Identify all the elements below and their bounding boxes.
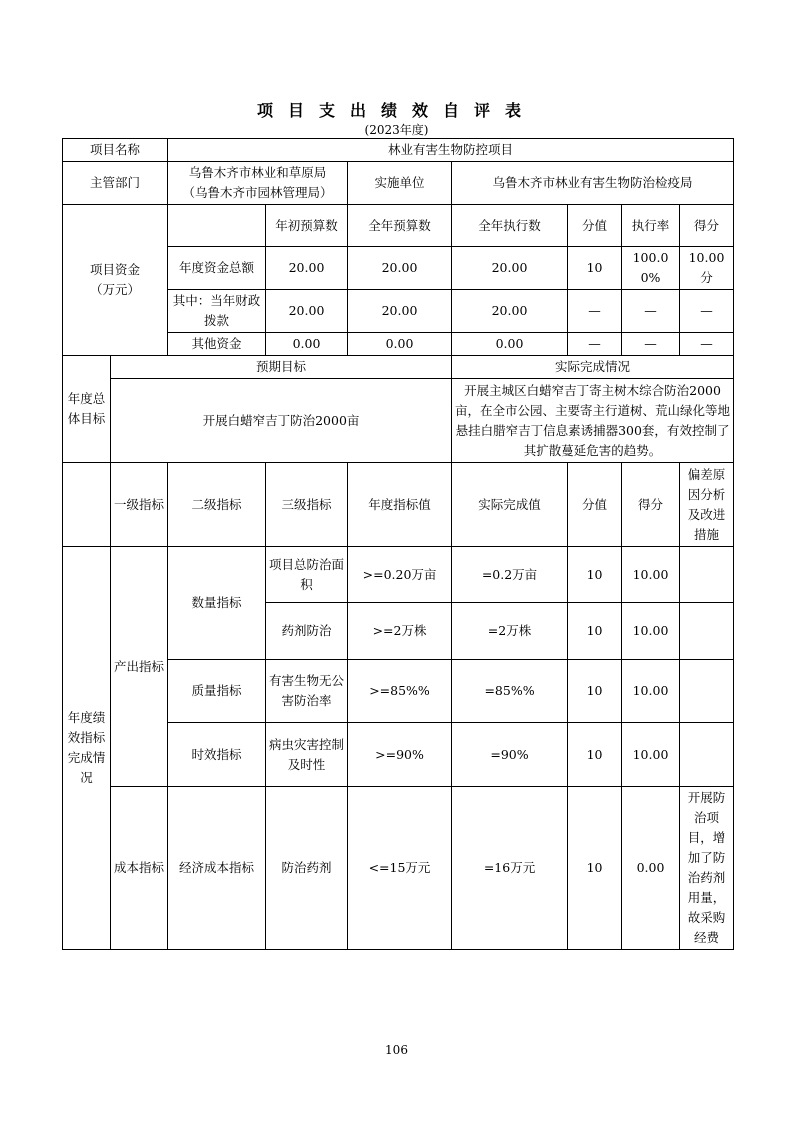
report-year: (2023年度) [364, 123, 429, 137]
indicator-value: 10 [568, 723, 622, 787]
indicator-score: 0.00 [622, 787, 680, 950]
indicator-actual: =2万株 [452, 603, 568, 660]
indicator-header-score: 得分 [622, 463, 680, 547]
dept-name [168, 162, 348, 205]
indicator-actual: =85%% [452, 660, 568, 723]
funds-row-label: 其中：当年财政拨款 [168, 290, 266, 333]
funds-rate: — [622, 290, 680, 333]
indicator-actual: =0.2万亩 [452, 547, 568, 603]
annual-goal-label: 年度总体目标 [63, 356, 111, 463]
table-row [63, 463, 734, 547]
funds-label-line1: 项目资金 [90, 262, 141, 277]
expected-goal-header: 预期目标 [111, 356, 452, 379]
funds-annual: 0.00 [348, 333, 452, 356]
indicator-header-level3: 三级指标 [266, 463, 348, 547]
funds-rate: — [622, 333, 680, 356]
indicator-header-level2: 二级指标 [168, 463, 266, 547]
indicator-note [680, 660, 734, 723]
indicator-score: 10.00 [622, 547, 680, 603]
indicator-target: <=15万元 [348, 787, 452, 950]
indicator-name: 防治药剂 [266, 787, 348, 950]
funds-header-rate: 执行率 [622, 205, 680, 247]
indicator-note [680, 547, 734, 603]
indicator-header-level1: 一级指标 [111, 463, 168, 547]
funds-header-annual: 全年预算数 [348, 205, 452, 247]
indicator-actual: =90% [452, 723, 568, 787]
funds-row-label: 其他资金 [168, 333, 266, 356]
indicator-target: >=0.20万亩 [348, 547, 452, 603]
cost-label: 成本指标 [111, 787, 168, 950]
table-row [63, 379, 734, 463]
impl-unit-label: 实施单位 [348, 162, 452, 205]
funds-initial: 20.00 [266, 247, 348, 290]
performance-table [62, 138, 734, 950]
funds-header-blank [168, 205, 266, 247]
indicator-header-value: 分值 [568, 463, 622, 547]
funds-executed: 0.00 [452, 333, 568, 356]
indicator-name: 项目总防治面积 [266, 547, 348, 603]
funds-header-score: 得分 [680, 205, 734, 247]
funds-initial: 20.00 [266, 290, 348, 333]
indicator-actual: =16万元 [452, 787, 568, 950]
funds-score-value: 10 [568, 247, 622, 290]
funds-score: — [680, 290, 734, 333]
funds-executed: 20.00 [452, 247, 568, 290]
page-number: 106 [385, 1043, 408, 1057]
actual-result: 开展主城区白蜡窄吉丁寄主树木综合防治2000亩，在全市公园、主要寄主行道树、荒山绿化等地悬挂白腊窄吉丁信息素诱捕器300套，有效控制了其扩散蔓延危害的趋势。 [452, 379, 734, 463]
indicator-target: >=90% [348, 723, 452, 787]
project-name: 林业有害生物防控项目 [168, 139, 734, 162]
funds-label [63, 205, 168, 356]
indicator-score: 10.00 [622, 660, 680, 723]
indicator-header-blank [63, 463, 111, 547]
indicator-score: 10.00 [622, 723, 680, 787]
impl-unit: 乌鲁木齐市林业有害生物防治检疫局 [452, 162, 734, 205]
indicator-value: 10 [568, 603, 622, 660]
funds-score: 10.00分 [680, 247, 734, 290]
expected-goal: 开展白蜡窄吉丁防治2000亩 [111, 379, 452, 463]
indicator-target: >=85%% [348, 660, 452, 723]
funds-executed: 20.00 [452, 290, 568, 333]
dept-name-line2: （乌鲁木齐市园林管理局） [182, 185, 333, 200]
deviation-note: 开展防治项目，增加了防治药剂用量，故采购经费 [680, 787, 734, 950]
funds-label-line2: （万元） [90, 282, 141, 297]
indicator-note [680, 723, 734, 787]
funds-rate: 100.00% [622, 247, 680, 290]
table-row [63, 139, 734, 162]
indicator-name: 药剂防治 [266, 603, 348, 660]
project-name-label: 项目名称 [63, 139, 168, 162]
funds-header-executed: 全年执行数 [452, 205, 568, 247]
actual-result-header: 实际完成情况 [452, 356, 734, 379]
funds-annual: 20.00 [348, 247, 452, 290]
indicator-value: 10 [568, 787, 622, 950]
funds-annual: 20.00 [348, 290, 452, 333]
indicator-target: >=2万株 [348, 603, 452, 660]
timeliness-label: 时效指标 [168, 723, 266, 787]
dept-label: 主管部门 [63, 162, 168, 205]
page-title: 项目支出绩效自评表 [256, 101, 536, 120]
funds-initial: 0.00 [266, 333, 348, 356]
cost-level2: 经济成本指标 [168, 787, 266, 950]
performance-label: 年度绩效指标完成情况 [63, 547, 111, 950]
indicator-header-note: 偏差原因分析及改进措施 [680, 463, 734, 547]
table-row [63, 787, 734, 950]
output-label: 产出指标 [111, 547, 168, 787]
table-row [63, 205, 734, 247]
table-row [63, 547, 734, 603]
funds-score: — [680, 333, 734, 356]
indicator-value: 10 [568, 547, 622, 603]
indicator-name: 病虫灾害控制及时性 [266, 723, 348, 787]
table-row [63, 356, 734, 379]
dept-name-line1: 乌鲁木齐市林业和草原局 [188, 165, 327, 180]
indicator-value: 10 [568, 660, 622, 723]
funds-row-label: 年度资金总额 [168, 247, 266, 290]
quantity-label: 数量指标 [168, 547, 266, 660]
quality-label: 质量指标 [168, 660, 266, 723]
indicator-note [680, 603, 734, 660]
indicator-name: 有害生物无公害防治率 [266, 660, 348, 723]
funds-score-value: — [568, 290, 622, 333]
indicator-header-actual: 实际完成值 [452, 463, 568, 547]
funds-header-score-value: 分值 [568, 205, 622, 247]
funds-score-value: — [568, 333, 622, 356]
indicator-score: 10.00 [622, 603, 680, 660]
table-row [63, 162, 734, 205]
indicator-header-target: 年度指标值 [348, 463, 452, 547]
funds-header-initial: 年初预算数 [266, 205, 348, 247]
